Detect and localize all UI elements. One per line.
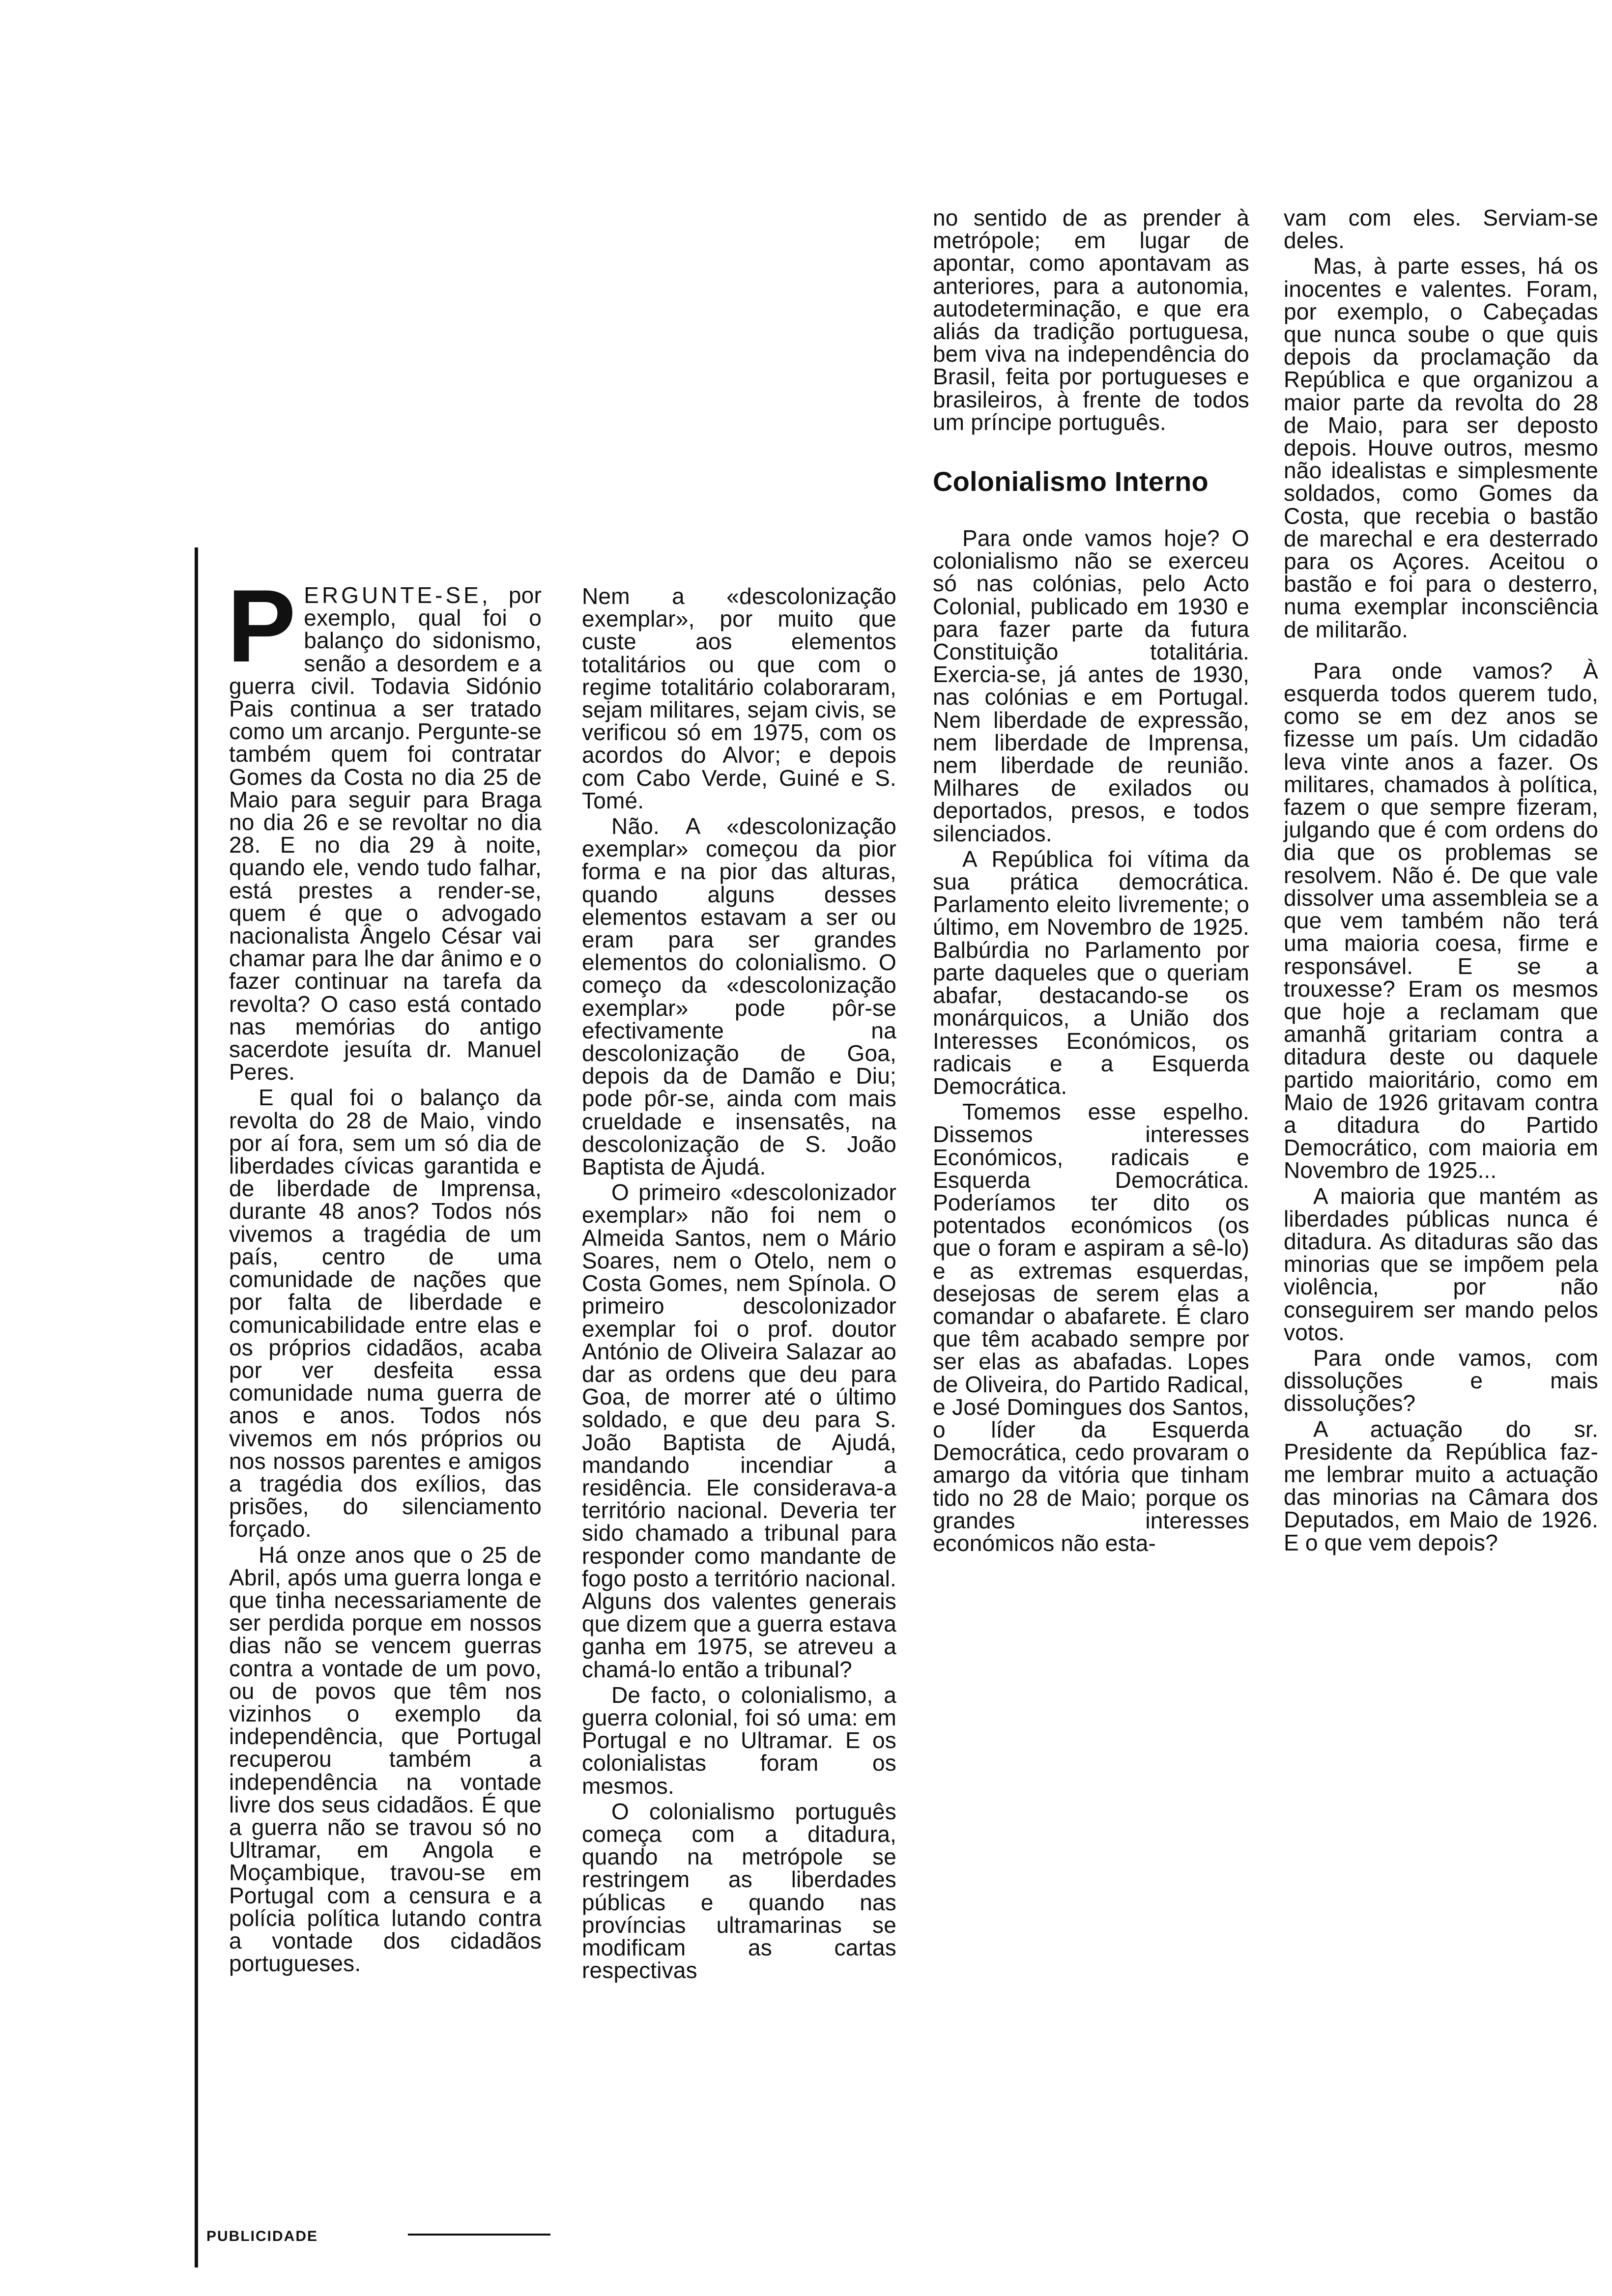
drop-cap: P bbox=[227, 568, 296, 684]
paragraph: O colonialismo português começa com a ditadura, quando na metrópole se restringem as liberdades públicas e quando nas províncias ultramarinas se modificam as cartas respectivas bbox=[582, 1798, 896, 1983]
paragraph: Há onze anos que o 25 de Abril, após uma guerra longa e que tinha necessariamente de ser perdida porque em nossos dias não se vencem guerras contra a vontade de um povo, ou de povos que têm nos vizinhos o exemplo da independência, que Portugal recuperou também a independência na vontade livre dos seus cidadãos. É que a guerra não se travou só no Ultramar, em Angola e Moçambique, travou-se em Portugal com a censura e a polícia política lutando contra a vontade dos cidadãos portugueses. bbox=[229, 1542, 542, 1977]
paragraph: vam com eles. Serviam-se deles. bbox=[1284, 205, 1598, 254]
paragraph: A República foi vítima da sua prática democrática. Parlamento eleito livremente; o último, em Novembro de 1925. Balbúrdia no Parlamento por parte daqueles que o queriam abafar, destacando-se os monárquicos, a União dos Interesses Económicos, os radicais e a Esquerda Democrática. bbox=[933, 846, 1249, 1099]
paragraph: Nem a «descolonização exemplar», por muito que custe aos elementos totalitários ou que com o regime totalitário colaboraram, sejam militares, sejam civis, se verificou só em 1975, com os acordos do Alvor; e depois com Cabo Verde, Guiné e S. Tomé. bbox=[582, 583, 896, 813]
article-column-2 bbox=[582, 585, 896, 1981]
paragraph: Não. A «descolonização exemplar» começou da pior forma e na pior das alturas, quando alguns desses elementos estavam a ser ou eram para ser grandes elementos do colonialismo. O começo da «descolonização exemplar» pode pôr-se efectivamente na descolonização de Goa, depois da de Damão e Diu; pode pôr-se, ainda com mais crueldade e insensatês, na descolonização de S. João Baptista de Ajudá. bbox=[582, 813, 896, 1180]
paragraph: E qual foi o balanço da revolta do 28 de Maio, vindo por aí fora, sem um só dia de liberdades cívicas garantida e de liberdade de Imprensa, durante 48 anos? Todos nós vivemos a tragédia de um país, centro de uma comunidade de nações que por falta de liberdade e comunicabilidade entre elas e os próprios cidadãos, acaba por ver desfeita essa comunidade numa guerra de anos e anos. Todos nós vivemos em nós próprios ou nos nossos parentes e amigos a tragédia dos exílios, das prisões, do silenciamento forçado. bbox=[229, 1085, 542, 1542]
paragraph: Para onde vamos? À esquerda todos querem tudo, como se em dez anos se fizesse um país. Um cidadão leva vinte anos a fazer. Os militares, chamados à política, fazem o que sempre fizeram, julgando que é com ordens do dia que os problemas se resolvem. Não é. De que vale dissolver uma assembleia se a que vem também não terá uma maioria coesa, firme e responsável. E se a trouxesse? Eram os mesmos que hoje a reclamam que amanhã gritariam contra a ditadura deste ou daquele partido maioritário, como em Maio de 1926 gritavam contra a ditadura do Partido Democrático, com maioria em Novembro de 1925... bbox=[1284, 658, 1598, 1183]
paragraph: O primeiro «descolonizador exemplar» não foi nem o Almeida Santos, nem o Mário Soares, nem o Otelo, nem o Costa Gomes, nem Spínola. O primeiro descolonizador exemplar foi o prof. doutor António de Oliveira Salazar ao dar as ordens que deu para Goa, de morrer até o último soldado, e que deu para S. João Baptista de Ajudá, mandando incendiar a residência. Ele considerava-a território nacional. Deveria ter sido chamado a tribunal para responder como mandante de fogo posto a território nacional. Alguns dos valentes generais que dizem que a guerra estava ganha em 1975, se atreveu a chamá-lo então a tribunal? bbox=[582, 1179, 896, 1682]
paragraph: Tomemos esse espelho. Dissemos interesses Económicos, radicais e Esquerda Democrática. Poderíamos ter dito os potentados económicos (os que o foram e aspiram a sê-lo) e as extremas esquerdas, desejosas de serem elas a comandar o abafarete. É claro que têm acabado sempre por ser elas as abafadas. Lopes de Oliveira, do Partido Radical, e José Domingues dos Santos, o líder da Esquerda Democrática, cedo provaram o amargo da vitória que tinham tido no 28 de Maio; porque os grandes interesses económicos não esta- bbox=[933, 1099, 1249, 1556]
paragraph: A maioria que mantém as liberdades públicas nunca é ditadura. As ditaduras são das minorias que se impõem pela violência, por não conseguirem ser mando pelos votos. bbox=[1284, 1183, 1598, 1345]
article-column-4 bbox=[1284, 206, 1598, 1554]
paragraph: Mas, à parte esses, há os inocentes e valentes. Foram, por exemplo, o Cabeçadas que nunca soube o que quis depois da proclamação da República e que organizou a maior parte da revolta do 28 de Maio, para ser deposto depois. Houve outros, mesmo não idealistas e simplesmente soldados, como Gomes da Costa, que recebia o bastão de marechal e era desterrado para os Açores. Aceitou o bastão e foi para o desterro, numa exemplar inconsciência de militarão. bbox=[1284, 253, 1598, 642]
paragraph: Para onde vamos hoje? O colonialismo não se exerceu só nas colónias, pelo Acto Colonial, publicado em 1930 e para fazer parte da futura Constituição totalitária. Exercia-se, já antes de 1930, nas colónias e em Portugal. Nem liberdade de expressão, nem liberdade de Imprensa, nem liberdade de reunião. Milhares de exilados ou deportados, presos, e todos silenciados. bbox=[933, 525, 1249, 846]
paragraph: Para onde vamos, com dissoluções e mais dissoluções? bbox=[1284, 1345, 1598, 1416]
paragraph: De facto, o colonialismo, a guerra colonial, foi só uma: em Portugal e no Ultramar. E os colonialistas foram os mesmos. bbox=[582, 1682, 896, 1799]
article-column-1 bbox=[227, 568, 542, 1977]
column-rule-left bbox=[195, 547, 198, 2267]
paragraph-text: por exemplo, qual foi o balanço do sidonismo, senão a desordem e a guerra civil. Todavia Sidónio Pais continua a ser tratado como um arcanjo. Pergunte-se também quem foi contratar Gomes da Costa no dia 25 de Maio para seguir para Braga no dia 26 e se revoltar no dia 28. E no dia 29 à noite, quando ele, vendo tudo falhar, está prestes a render-se, quem é que o advogado nacionalista Ângelo César vai chamar para lhe dar ânimo e o fazer continuar na tarefa da revolta? O caso está contado nas memórias do antigo sacerdote jesuíta dr. Manuel Peres. bbox=[229, 582, 542, 1085]
lead-caps: ERGUNTE-SE, bbox=[304, 582, 491, 608]
paragraph: no sentido de as prender à metrópole; em lugar de apontar, como apontavam as anteriores, para a autonomia, autodeterminação, e que era aliás da tradição portuguesa, bem viva na independência do Brasil, feita por portugueses e brasileiros, à frente de todos um príncipe português. bbox=[933, 205, 1249, 435]
section-heading: Colonialismo Interno bbox=[933, 466, 1209, 497]
article-column-3 bbox=[933, 206, 1249, 1554]
opening-paragraph bbox=[227, 568, 542, 1085]
paragraph-gap bbox=[1284, 641, 1598, 660]
footer-rule bbox=[408, 2234, 550, 2236]
footer-section-label: PUBLICIDADE bbox=[206, 2228, 318, 2244]
paragraph: A actuação do sr. Presidente da República faz-me lembrar muito a actuação das minorias na Câmara dos Deputados, em Maio de 1926. E o que vem depois? bbox=[1284, 1416, 1598, 1555]
